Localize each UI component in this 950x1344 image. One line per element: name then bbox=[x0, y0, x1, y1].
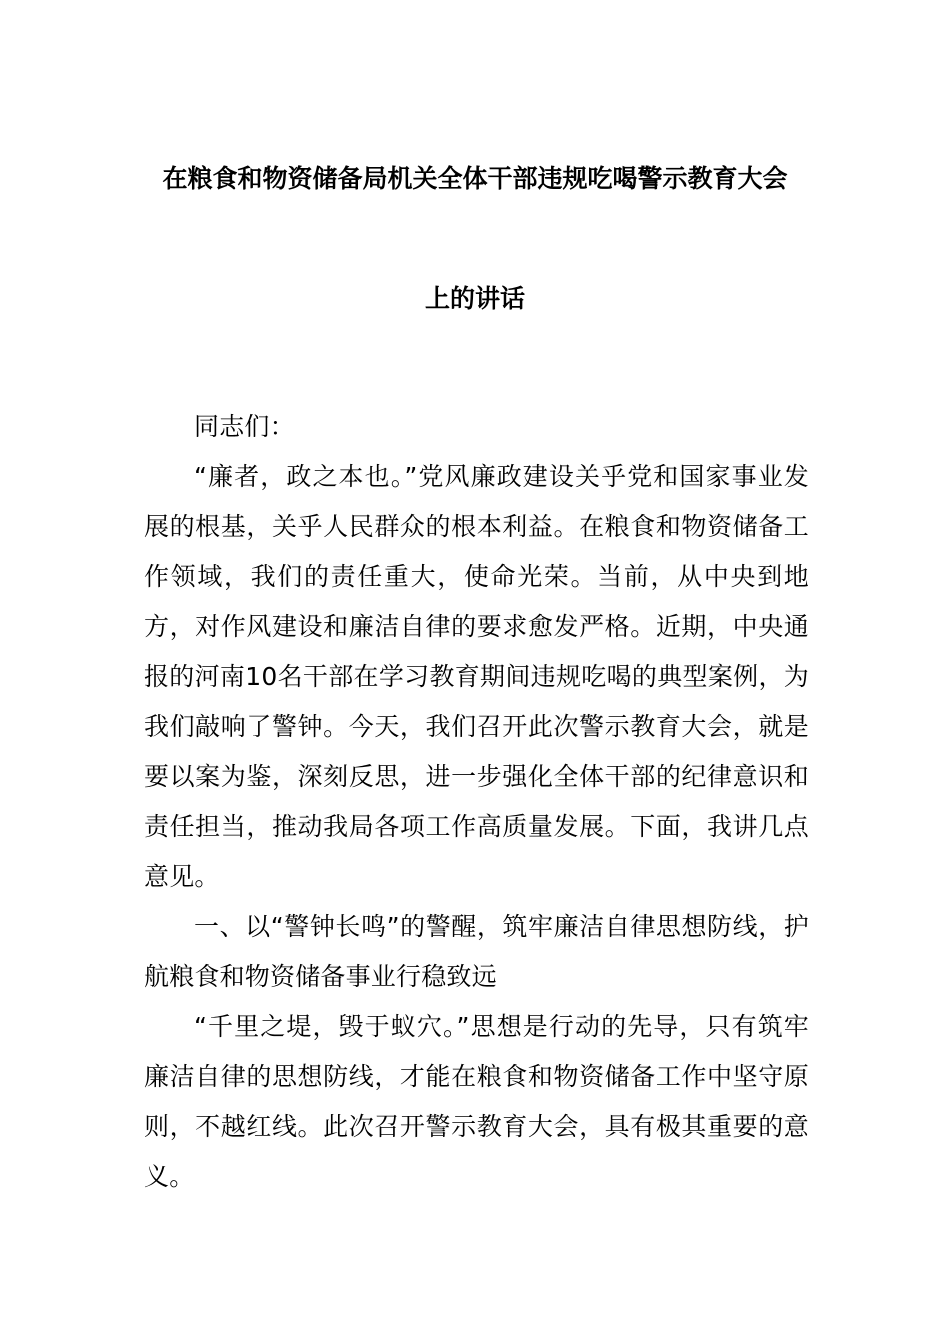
paragraph-intro: “廉者，政之本也。”党风廉政建设关乎党和国家事业发展的根基，关乎人民群众的根本利益。在粮食和物资储备工作领域，我们的责任重大，使命光荣。当前，从中央到地方，对作风建设和廉洁自律的要求愈发严格。近期，中央通报的河南10名干部在学习教育期间违规吃喝的典型案例，为我们敲响了警钟。今天，我们召开此次警示教育大会，就是要以案为鉴，深刻反思，进一步强化全体干部的纪律意识和责任担当，推动我局各项工作高质量发展。下面，我讲几点意见。 bbox=[144, 462, 809, 891]
section-heading-1: 一、以“警钟长鸣”的警醒，筑牢廉洁自律思想防线，护航粮食和物资储备事业行稳致远 bbox=[144, 912, 809, 991]
document-title-line-1: 在粮食和物资储备局机关全体干部违规吃喝警示教育大会 bbox=[162, 164, 788, 193]
paragraph-section-1: “千里之堤，毁于蚁穴。”思想是行动的先导，只有筑牢廉洁自律的思想防线，才能在粮食和物资储备工作中坚守原则，不越红线。此次召开警示教育大会，具有极其重要的意义。 bbox=[144, 1012, 809, 1191]
salutation: 同志们： bbox=[194, 412, 295, 441]
document-title-line-2: 上的讲话 bbox=[424, 284, 525, 313]
document-body bbox=[144, 402, 809, 1202]
